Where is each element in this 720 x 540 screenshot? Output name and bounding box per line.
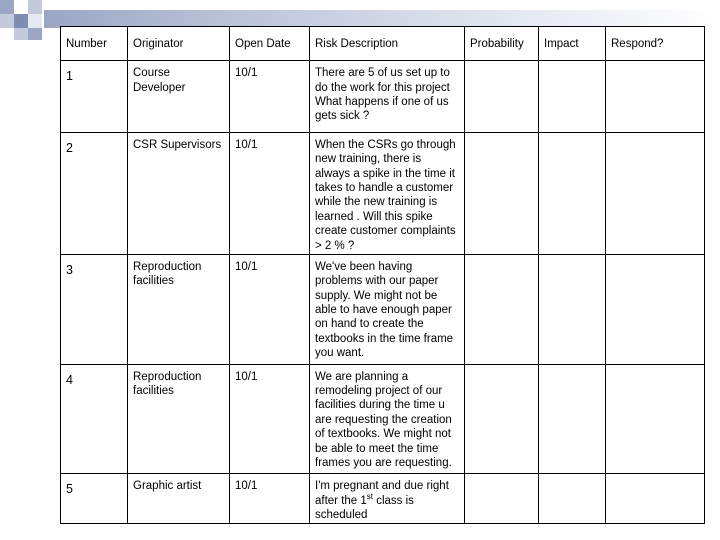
cell-originator <box>128 132 230 254</box>
risk-description: We are planning a remodeling project of our facilities during the time u are requesting the creation of textbooks. We might not be able to meet the time frames you are requesting. <box>315 370 452 470</box>
cell-risk-description <box>310 364 465 474</box>
cell-number <box>61 474 128 524</box>
cell-open-date <box>230 254 310 364</box>
cell-respond <box>606 364 705 474</box>
cell-number <box>61 61 128 133</box>
table-row <box>61 474 705 524</box>
cell-impact <box>539 61 606 133</box>
cell-risk-description <box>310 132 465 254</box>
header-number: Number <box>61 27 128 61</box>
risk-description-post: class is scheduled <box>315 494 414 522</box>
cell-respond <box>606 61 705 133</box>
cell-probability <box>465 61 539 133</box>
cell-impact <box>539 132 606 254</box>
table-row <box>61 364 705 474</box>
risk-description: There are 5 of us set up to do the work for this project What happens if one of us gets sick ? <box>315 67 450 123</box>
ordinal-suffix: st <box>366 491 374 501</box>
header-risk-description: Risk Description <box>310 27 465 61</box>
risk-originator: Reproduction facilities <box>133 370 202 398</box>
cell-originator <box>128 474 230 524</box>
risk-open-date: 10/1 <box>235 138 258 151</box>
cell-risk-description <box>310 254 465 364</box>
cell-open-date <box>230 61 310 133</box>
risk-number: 4 <box>66 372 73 387</box>
cell-open-date <box>230 132 310 254</box>
table-row <box>61 61 705 133</box>
cell-impact <box>539 474 606 524</box>
cell-respond <box>606 254 705 364</box>
risk-description: When the CSRs go through new training, there is always a spike in the time it takes to handle a customer while the new training is learned . Will this spike create customer complaints > 2 % ? <box>315 138 456 252</box>
header-respond: Respond? <box>606 27 705 61</box>
header-impact: Impact <box>539 27 606 61</box>
cell-probability <box>465 132 539 254</box>
risk-open-date: 10/1 <box>235 260 258 273</box>
cell-open-date <box>230 364 310 474</box>
risk-originator: Graphic artist <box>133 480 202 493</box>
cell-impact <box>539 254 606 364</box>
risk-number: 2 <box>66 140 73 155</box>
cell-probability <box>465 474 539 524</box>
risk-originator: Reproduction facilities <box>133 260 202 288</box>
cell-risk-description <box>310 474 465 524</box>
table-row <box>61 132 705 254</box>
cell-open-date <box>230 474 310 524</box>
risk-originator: CSR Supervisors <box>133 138 222 151</box>
cell-probability <box>465 254 539 364</box>
risk-open-date: 10/1 <box>235 480 258 493</box>
risk-originator: Course Developer <box>133 67 186 94</box>
cell-originator <box>128 254 230 364</box>
risk-number: 5 <box>66 482 73 497</box>
header-originator: Originator <box>128 27 230 61</box>
risk-open-date: 10/1 <box>235 67 258 80</box>
risk-open-date: 10/1 <box>235 370 258 383</box>
table-header-row <box>61 27 705 61</box>
risk-table <box>60 26 705 524</box>
header-probability: Probability <box>465 27 539 61</box>
cell-respond <box>606 474 705 524</box>
cell-originator <box>128 61 230 133</box>
risk-description <box>315 474 459 522</box>
risk-number: 1 <box>66 69 73 84</box>
cell-number <box>61 254 128 364</box>
cell-respond <box>606 132 705 254</box>
table-row <box>61 254 705 364</box>
risk-description: We've been having problems with our paper supply. We might not be able to have enough paper on hand to create the textbooks in the time frame you want. <box>315 260 454 360</box>
risk-description-pre: I'm pregnant and due right after the 1 <box>315 480 449 507</box>
cell-originator <box>128 364 230 474</box>
cell-risk-description <box>310 61 465 133</box>
cell-number <box>61 364 128 474</box>
cell-probability <box>465 364 539 474</box>
header-open-date: Open Date <box>230 27 310 61</box>
cell-number <box>61 132 128 254</box>
cell-impact <box>539 364 606 474</box>
risk-number: 3 <box>66 262 73 277</box>
